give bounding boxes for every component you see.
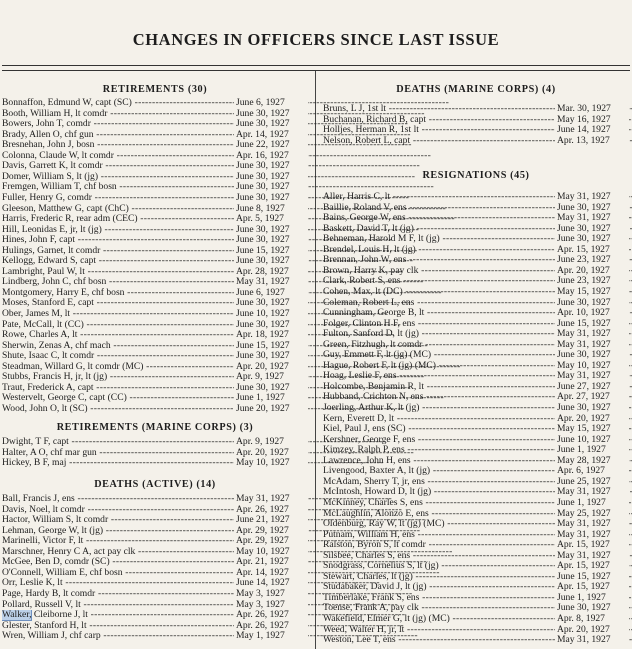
officer-date: Apr. 15, 1927: [555, 561, 629, 572]
officer-name: Ball, Francis J, ens -----: [2, 494, 392, 505]
officer-name: Pollard, Russell V, lt -----: [2, 600, 398, 611]
officer-date: Apr. 14, 1927: [234, 568, 308, 579]
officer-date: June 30, 1927: [234, 351, 308, 362]
officer-date: Apr. 6, 1927: [555, 466, 629, 477]
officer-date: June 1, 1927: [555, 445, 629, 456]
officer-name: Silsbee, Charles S, ens -----: [323, 551, 632, 562]
officer-entry: [2, 631, 308, 642]
officer-name: Toense, Frank A, pay clk -----: [323, 603, 632, 614]
officer-date: June 30, 1927: [555, 298, 629, 309]
officer-date: May 31, 1927: [555, 635, 629, 646]
officer-date: Apr. 20, 1927: [555, 266, 629, 277]
officer-entry: [323, 136, 629, 147]
officer-entry: [323, 287, 629, 298]
officer-date: May 3, 1927: [234, 600, 308, 611]
officer-name: Wood, John O, lt (SC) -----: [2, 404, 405, 415]
officer-name: Coleman, Robert L, ens -----: [323, 298, 632, 309]
officer-date: June 10, 1927: [555, 435, 629, 446]
officer-date: June 15, 1927: [234, 341, 308, 352]
officer-name: Brennan, John W, ens -----: [323, 255, 632, 266]
officer-name: Halter, A O, chf mar gun -----: [2, 448, 414, 459]
officer-entry: [2, 458, 308, 469]
officer-name: Bresnehan, John J, bosn -----: [2, 140, 412, 151]
officer-date: Apr. 26, 1927: [234, 505, 308, 516]
officer-date: June 30, 1927: [555, 234, 629, 245]
officer-name: Holcombe, Benjamin R, lt -----: [323, 382, 632, 393]
officer-name: Walker, Cleiborne J, lt -----: [2, 610, 405, 621]
officer-name: Studabaker, David J, lt (jg) -----: [323, 582, 632, 593]
officer-name: Fulton, Sanford D, lt (jg) -----: [323, 329, 632, 340]
officer-date: June 1, 1927: [555, 593, 629, 604]
officer-name: Colonna, Claude W, lt comdr -----: [2, 151, 431, 162]
officer-entry: [2, 309, 308, 320]
officer-name: Ober, James M, lt -----: [2, 309, 387, 320]
officer-entry: [323, 192, 629, 203]
officer-date: June 15, 1927: [555, 572, 629, 583]
officer-name: Marschner, Henry C A, act pay clk -----: [2, 547, 453, 558]
officer-name: Green, Fitzhugh, lt comdr -----: [323, 340, 632, 351]
officer-name: Marinelli, Victor F, lt -----: [2, 536, 401, 547]
officer-name: Lehman, George W, lt (jg) -----: [2, 526, 420, 537]
officer-date: May 15, 1927: [555, 424, 629, 435]
officer-name: McIntosh, Howard D, lt (jg) -----: [323, 487, 632, 498]
officer-date: June 30, 1927: [234, 119, 308, 130]
officer-name: Page, Hardy B, lt comdr -----: [2, 589, 413, 600]
officer-date: June 27, 1927: [555, 382, 629, 393]
officer-name: Westervelt, George C, capt (CC) -----: [2, 393, 444, 404]
officer-name: Shute, Isaac C, lt comdr -----: [2, 351, 411, 362]
officer-name: O'Connell, William E, chf bosn -----: [2, 568, 440, 579]
officer-name: Behneman, Harold M F, lt (jg) -----: [323, 234, 632, 245]
officer-entry: [323, 614, 629, 625]
officer-name: Brown, Harry K, pay clk -----: [323, 266, 632, 277]
officer-name: Kershner, George F, ens -----: [323, 435, 632, 446]
officer-date: Apr. 26, 1927: [234, 621, 308, 632]
officer-date: Apr. 16, 1927: [234, 151, 308, 162]
page-title: CHANGES IN OFFICERS SINCE LAST ISSUE: [132, 30, 500, 49]
officer-entry: [323, 635, 629, 646]
officer-name: Steadman, Willard G, lt comdr (MC) -----: [2, 362, 461, 373]
officer-date: Apr. 5, 1927: [234, 214, 308, 225]
officer-date: June 30, 1927: [555, 350, 629, 361]
officer-date: May 31, 1927: [555, 371, 629, 382]
officer-name: Moses, Stanford E, capt -----: [2, 298, 411, 309]
officer-name: Baillie, Roland V, ens -----: [323, 203, 632, 214]
officer-date: Apr. 27, 1927: [555, 392, 629, 403]
officer-name: Traut, Frederick A, capt -----: [2, 383, 411, 394]
officer-name: Davis, Noel, lt comdr -----: [2, 505, 402, 516]
officer-entry: [323, 403, 629, 414]
officer-date: June 23, 1927: [555, 276, 629, 287]
officer-date: June 1, 1927: [234, 393, 308, 404]
officer-date: June 30, 1927: [234, 383, 308, 394]
officer-entry: [2, 404, 308, 415]
officer-date: June 30, 1927: [555, 203, 629, 214]
officer-date: May 31, 1927: [555, 530, 629, 541]
officer-date: Apr. 26, 1927: [234, 610, 308, 621]
officer-name: Ralston, Byron S, lt comdr -----: [323, 540, 632, 551]
officer-date: May 31, 1927: [555, 519, 629, 530]
officer-entry: [2, 494, 308, 505]
officer-date: June 30, 1927: [234, 182, 308, 193]
officer-name: Domer, William S, lt (jg) -----: [2, 172, 415, 183]
officer-date: Apr. 10, 1927: [555, 308, 629, 319]
officer-entry: [323, 104, 629, 115]
officer-name: Stewart, Charles, lt (jg) -----: [323, 572, 632, 583]
officer-name: Nelson, Robert L, capt -----: [323, 136, 632, 147]
officer-name: Hines, John F, capt -----: [2, 235, 392, 246]
section-heading: DEATHS (MARINE CORPS) (4): [396, 84, 556, 95]
officer-name: McLaughlin, Alonzo E, ens -----: [323, 509, 632, 520]
officer-name: Glester, Stanford H, lt -----: [2, 621, 404, 632]
officer-date: May 10, 1927: [234, 458, 308, 469]
officer-name: Putnam, William H, ens -----: [323, 530, 632, 541]
officer-date: May 31, 1927: [555, 329, 629, 340]
officer-date: June 14, 1927: [555, 125, 629, 136]
officer-date: June 30, 1927: [555, 224, 629, 235]
officer-date: May 31, 1927: [555, 551, 629, 562]
officer-name: Brendel, Louis H, lt (jg) -----: [323, 245, 632, 256]
officer-date: June 30, 1927: [234, 235, 308, 246]
officer-name: Lambright, Paul W, lt -----: [2, 267, 402, 278]
officer-name: Kiel, Paul J, ens (SC) -----: [323, 424, 632, 435]
officer-date: May 10, 1927: [555, 361, 629, 372]
officer-date: June 30, 1927: [234, 109, 308, 120]
officer-name: Hubband, Crichton N, ens -----: [323, 392, 632, 403]
officer-date: June 30, 1927: [555, 603, 629, 614]
officer-name: Orr, Leslie K, lt -----: [2, 578, 380, 589]
officer-date: June 30, 1927: [234, 161, 308, 172]
officer-date: Apr. 29, 1927: [234, 526, 308, 537]
officer-date: May 28, 1927: [555, 456, 629, 467]
officer-name: Lindberg, John C, chf bosn -----: [2, 277, 424, 288]
officer-name: Fremgen, William T, chf bosn -----: [2, 182, 434, 193]
section-heading: RETIREMENTS (MARINE CORPS) (3): [56, 422, 254, 433]
top-rule-inner: [2, 70, 630, 71]
officer-date: Apr. 9, 1927: [234, 372, 308, 383]
officer-date: Apr. 20, 1927: [555, 625, 629, 636]
officer-name: Stubbs, Francis H, jr, lt (jg) -----: [2, 372, 424, 383]
officer-name: Hickey, B F, maj -----: [2, 458, 384, 469]
officer-name: McAdam, Sherry T, jr, ens -----: [323, 477, 632, 488]
officer-name: Dwight, T F, capt -----: [2, 437, 386, 448]
officer-date: Apr. 14, 1927: [234, 130, 308, 141]
officer-name: Clark, Robert S, ens -----: [323, 276, 632, 287]
section-heading: RETIREMENTS (30): [102, 84, 208, 95]
officer-name: Aller, Harris C, lt -----: [323, 192, 632, 203]
officer-date: June 23, 1927: [555, 255, 629, 266]
officer-date: June 15, 1927: [234, 246, 308, 257]
officer-name: Buchanan, Richard B, capt -----: [323, 115, 632, 126]
officer-name: McGee, Ben D, comdr (SC) -----: [2, 557, 427, 568]
officer-date: June 30, 1927: [234, 172, 308, 183]
officer-date: June 22, 1927: [234, 140, 308, 151]
officer-date: June 25, 1927: [555, 477, 629, 488]
officer-date: May 31, 1927: [555, 192, 629, 203]
officer-date: May 31, 1927: [555, 487, 629, 498]
officer-name: Pate, McCall, lt (CC) -----: [2, 320, 401, 331]
officer-name: Booth, William H, lt comdr -----: [2, 109, 425, 120]
officer-name: Bonnaffon, Edmund W, capt (SC) -----: [2, 98, 449, 109]
officer-name: Hague, Robert F, lt (jg) (MC) -----: [323, 361, 632, 372]
officer-date: Apr. 20, 1927: [234, 362, 308, 373]
officer-name: Cunningham, George B, lt -----: [323, 308, 632, 319]
officer-entry: [2, 437, 308, 448]
officer-date: Mar. 30, 1927: [555, 104, 629, 115]
officer-date: June 15, 1927: [555, 319, 629, 330]
officer-entry: [2, 193, 308, 204]
officer-date: May 3, 1927: [234, 589, 308, 600]
officer-date: Apr. 28, 1927: [234, 267, 308, 278]
officer-name: Hactor, William S, lt comdr -----: [2, 515, 425, 526]
officer-date: Apr. 20, 1927: [555, 414, 629, 425]
officer-name: Oldenburg, Ray W, lt (jg) (MC) -----: [323, 519, 632, 530]
officer-name: Montgomery, Harry E, chf bosn -----: [2, 288, 442, 299]
top-rule: [2, 65, 630, 66]
officer-date: Apr. 9, 1927: [234, 437, 308, 448]
officer-name: Holljes, Herman R, 1st lt -----: [323, 125, 632, 136]
officer-date: May 31, 1927: [234, 277, 308, 288]
officer-entry: [2, 589, 308, 600]
officer-entry: [323, 498, 629, 509]
officer-name: Livengood, Baxter A, lt (jg) -----: [323, 466, 632, 477]
officer-date: June 30, 1927: [234, 193, 308, 204]
officer-name: Gleeson, Matthew G, capt (ChC) -----: [2, 204, 446, 215]
officer-name: Sherwin, Zenas A, chf mach -----: [2, 341, 428, 352]
officer-name: Timberlake, Frank S, ens -----: [323, 593, 632, 604]
officer-name: Cohen, Max, lt (DC) -----: [323, 287, 632, 298]
officer-date: June 20, 1927: [234, 404, 308, 415]
officer-date: Apr. 15, 1927: [555, 245, 629, 256]
officer-name: Folger, Clinton H F, ens -----: [323, 319, 632, 330]
highlighted-text: Walker,: [2, 610, 32, 621]
officer-name: McKinney, Charles S, ens -----: [323, 498, 632, 509]
officer-date: Apr. 29, 1927: [234, 536, 308, 547]
officer-date: Apr. 13, 1927: [555, 136, 629, 147]
officer-date: May 15, 1927: [555, 287, 629, 298]
officer-name: Wakefield, Elmer G, lt (jg) (MC) -----: [323, 614, 632, 625]
officer-name: Harris, Frederic R, rear adm (CEC) -----: [2, 214, 455, 225]
officer-date: Apr. 15, 1927: [555, 582, 629, 593]
officer-date: June 21, 1927: [234, 515, 308, 526]
officer-date: June 30, 1927: [234, 225, 308, 236]
officer-name: Weed, Walter H, jr, lt -----: [323, 625, 632, 636]
officer-name: Kern, Everett D, lt -----: [323, 414, 632, 425]
officer-date: Apr. 20, 1927: [234, 448, 308, 459]
officer-date: Apr. 18, 1927: [234, 330, 308, 341]
officer-name: Baskett, David T, lt (jg) -----: [323, 224, 632, 235]
section-heading: DEATHS (ACTIVE) (14): [94, 479, 216, 490]
officer-name: Rowe, Charles A, lt -----: [2, 330, 395, 341]
officer-date: Apr. 15, 1927: [555, 540, 629, 551]
officer-name: Kimzey, Ralph P, ens -----: [323, 445, 632, 456]
officer-date: Apr. 8, 1927: [555, 614, 629, 625]
officer-date: June 6, 1927: [234, 98, 308, 109]
officer-date: June 1, 1927: [555, 498, 629, 509]
officer-date: May 10, 1927: [234, 547, 308, 558]
section-heading: RESIGNATIONS (45): [422, 170, 530, 181]
officer-entry: [2, 98, 308, 109]
officer-date: June 30, 1927: [234, 298, 308, 309]
officer-name: Snodgrass, Cornelius S, lt (jg) -----: [323, 561, 632, 572]
officer-date: June 30, 1927: [234, 320, 308, 331]
officer-date: June 6, 1927: [234, 288, 308, 299]
officer-date: June 30, 1927: [555, 403, 629, 414]
officer-name: Bains, George W, ens -----: [323, 213, 632, 224]
officer-name: Kellogg, Edward S, capt -----: [2, 256, 413, 267]
officer-name: Weston, Lee T, ens -----: [323, 635, 632, 646]
officer-date: May 31, 1927: [234, 494, 308, 505]
officer-name: Lawrence, John H, ens -----: [323, 456, 632, 467]
officer-name: Wren, William J, chf carp -----: [2, 631, 418, 642]
officer-name: Guy, Emmett F, lt (jg) (MC) -----: [323, 350, 632, 361]
officer-date: May 31, 1927: [555, 340, 629, 351]
officer-date: June 10, 1927: [234, 309, 308, 320]
officer-name: Fuller, Henry G, comdr -----: [2, 193, 409, 204]
officer-date: May 16, 1927: [555, 115, 629, 126]
officer-date: June 14, 1927: [234, 578, 308, 589]
officer-date: May 31, 1927: [555, 213, 629, 224]
officer-name: Davis, Garrett K, lt comdr -----: [2, 161, 420, 172]
officer-name: Hill, Leonidas E, jr, lt (jg) -----: [2, 225, 419, 236]
officer-date: May 25, 1927: [555, 509, 629, 520]
officer-date: June 8, 1927: [234, 204, 308, 215]
officer-name: Hoag, Leslie F, ens -----: [323, 371, 632, 382]
officer-name: Hulings, Garnet, lt comdr -----: [2, 246, 418, 257]
officer-date: June 30, 1927: [234, 256, 308, 267]
officer-name: Bruns, L J, 1st lt -----: [323, 104, 632, 115]
officer-name: Bowers, John T, comdr -----: [2, 119, 408, 130]
officer-name: Joerling, Arthur K, lt (jg) -----: [323, 403, 632, 414]
officer-date: May 1, 1927: [234, 631, 308, 642]
officer-name: Brady, Allen O, chf gun -----: [2, 130, 411, 141]
officer-date: Apr. 21, 1927: [234, 557, 308, 568]
